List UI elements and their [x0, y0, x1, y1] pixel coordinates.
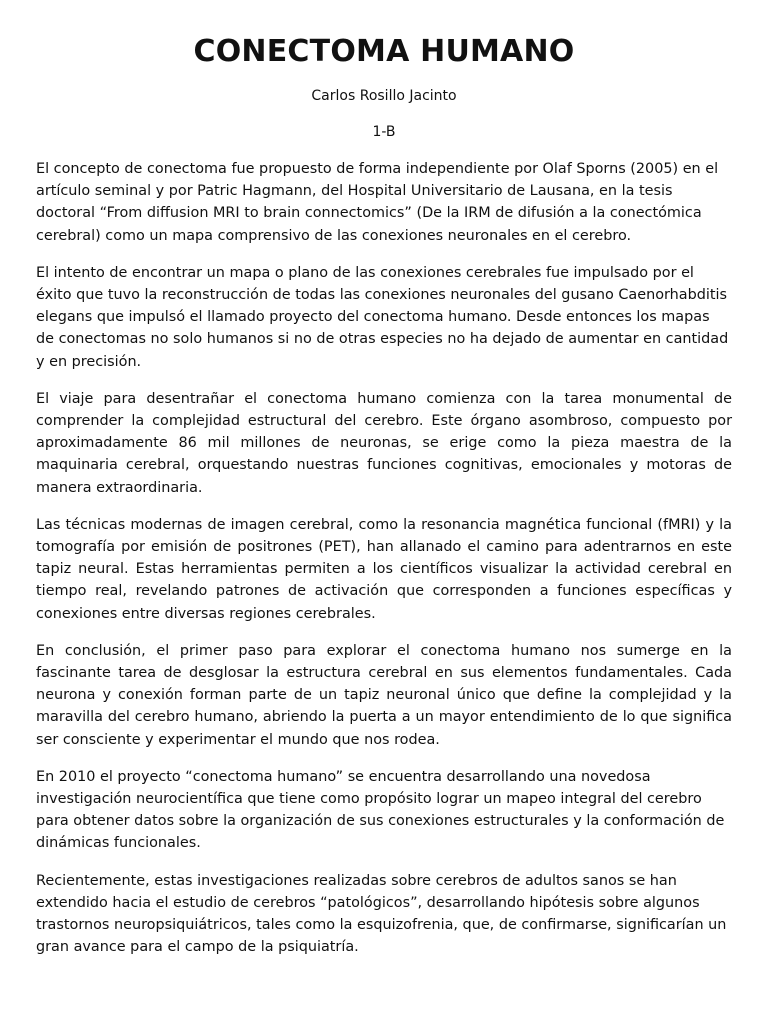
document-title: CONECTOMA HUMANO [193, 34, 575, 69]
paragraph-1: El concepto de conectoma fue propuesto de forma independiente por Olaf Sporns (2005) en el artículo seminal y por Patric Hagmann, del Hospital Universitario de Lausana, en la tesis doctoral “From diffusion MRI to brain connectomics” (De la IRM de difusión a la conectómica cerebral) como un mapa comprensivo de las conexiones neuronales en el cerebro. [36, 161, 719, 244]
paragraph-4: Las técnicas modernas de imagen cerebral, como la resonancia magnética funcional (fMRI) y la tomografía por emisión de positrones (PET), han allanado el camino para adentrarnos en este tapiz neural. Estas herramientas permiten a los científicos visualizar la actividad cerebral en tiempo real, revelando patrones de activación que corresponden a funciones específicas y conexiones entre diversas regiones cerebrales. [36, 516, 732, 622]
group-label: 1-B [372, 124, 396, 140]
author-name: Carlos Rosillo Jacinto [311, 88, 457, 104]
paragraph-3: El viaje para desentrañar el conectoma humano comienza con la tarea monumental de comprender la complejidad estructural del cerebro. Este órgano asombroso, compuesto por aproximadamente 86 mil millones de neuronas, se erige como la pieza maestra de la maquinaria cerebral, orquestando nuestras funciones cognitivas, emocionales y motoras de manera extraordinaria. [36, 390, 732, 496]
paragraph-6: En 2010 el proyecto “conectoma humano” se encuentra desarrollando una novedosa investigación neurocientífica que tiene como propósito lograr un mapeo integral del cerebro para obtener datos sobre la organización de sus conexiones estructurales y la conformación de dinámicas funcionales. [36, 768, 725, 852]
paragraph-7: Recientemente, estas investigaciones realizadas sobre cerebros de adultos sanos se han extendido hacia el estudio de cerebros “patológicos”, desarrollando hipótesis sobre algunos trastornos neuropsiquiátricos, tales como la esquizofrenia, que, de confirmarse, significarían un gran avance para el campo de la psiquiatría. [36, 872, 727, 956]
paragraph-2: El intento de encontrar un mapa o plano de las conexiones cerebrales fue impulsado por el éxito que tuvo la reconstrucción de todas las conexiones neuronales del gusano Caenorhabditis elegans que impulsó el llamado proyecto del conectoma humano. Desde entonces los mapas de conectomas no solo humanos si no de otras especies no ha dejado de aumentar en cantidad y en precisión. [36, 264, 729, 370]
paragraph-5: En conclusión, el primer paso para explorar el conectoma humano nos sumerge en la fascinante tarea de desglosar la estructura cerebral en sus elementos fundamentales. Cada neurona y conexión forman parte de un tapiz neuronal único que define la complejidad y la maravilla del cerebro humano, abriendo la puerta a un mayor entendimiento de lo que significa ser consciente y experimentar el mundo que nos rodea. [36, 642, 732, 748]
